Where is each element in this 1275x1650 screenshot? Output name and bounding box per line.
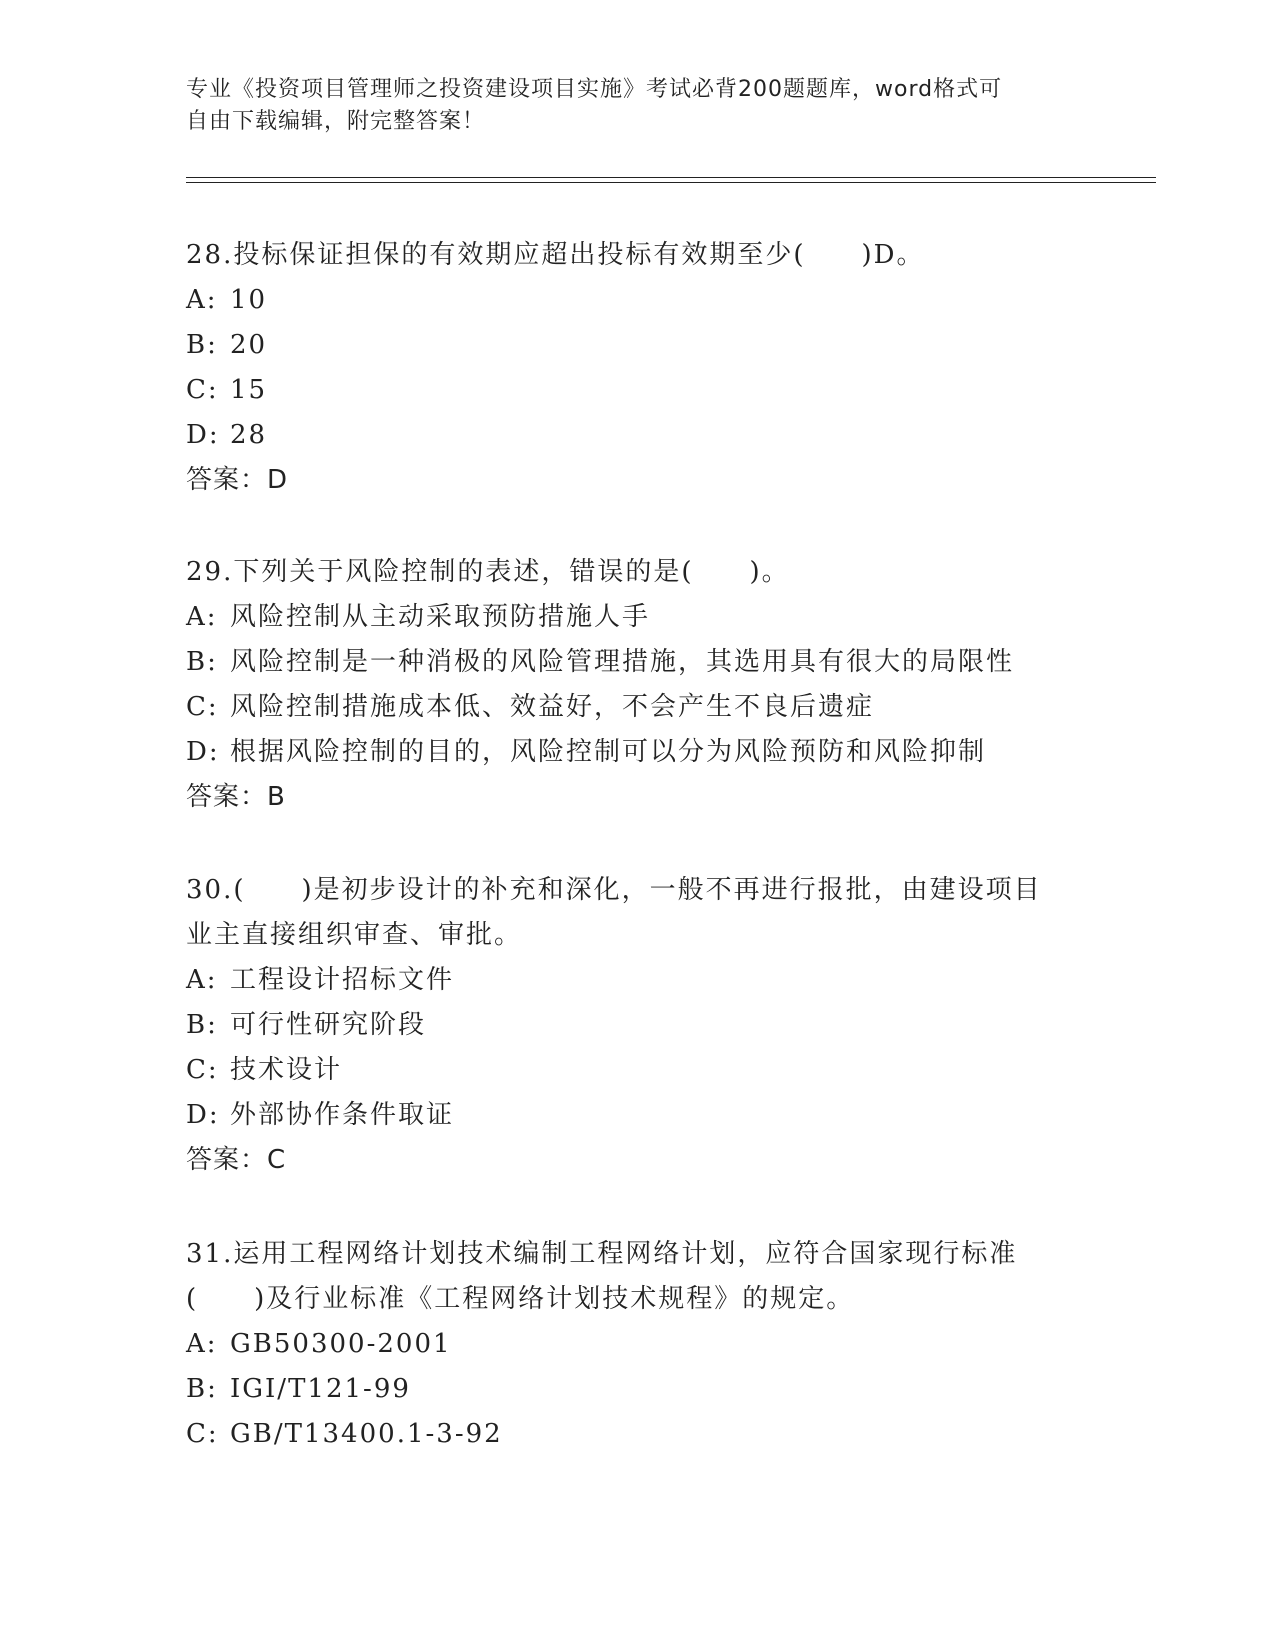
header-title-line-1: 专业《投资项目管理师之投资建设项目实施》考试必背200题题库，word格式可 xyxy=(186,77,1003,102)
option-text: 技术设计 xyxy=(230,1055,343,1085)
option-letter: A: xyxy=(186,285,218,315)
option-c xyxy=(186,368,1066,413)
question-stem: 31.运用工程网络计划技术编制工程网络计划，应符合国家现行标准( )及行业标准《工程网络计划技术规程》的规定。 xyxy=(186,1239,1018,1314)
option-text: 根据风险控制的目的，风险控制可以分为风险预防和风险抑制 xyxy=(230,737,987,767)
header-divider-bottom xyxy=(186,182,1156,183)
question-31 xyxy=(186,1232,1066,1457)
option-b xyxy=(186,1367,1066,1412)
option-letter: C: xyxy=(186,1055,219,1085)
option-d xyxy=(186,413,1066,458)
option-letter: C: xyxy=(186,692,219,722)
option-letter: C: xyxy=(186,1419,219,1449)
option-a xyxy=(186,278,1066,323)
option-letter: D: xyxy=(186,1100,220,1130)
option-text: GB50300-2001 xyxy=(230,1329,452,1359)
option-letter: B: xyxy=(186,647,218,677)
question-29 xyxy=(186,550,1066,820)
document-header xyxy=(186,74,1066,138)
question-30 xyxy=(186,868,1066,1183)
option-text: 外部协作条件取证 xyxy=(230,1100,455,1130)
question-28 xyxy=(186,233,1066,503)
option-text: 20 xyxy=(230,330,268,360)
option-b xyxy=(186,1003,1066,1048)
option-letter: B: xyxy=(186,330,218,360)
option-text: 工程设计招标文件 xyxy=(230,965,455,995)
option-letter: B: xyxy=(186,1010,218,1040)
option-text: 风险控制措施成本低、效益好，不会产生不良后遗症 xyxy=(230,692,875,722)
option-letter: D: xyxy=(186,420,220,450)
option-text: 15 xyxy=(230,375,268,405)
option-c xyxy=(186,1412,1066,1457)
option-b xyxy=(186,640,1066,685)
option-letter: A: xyxy=(186,602,218,632)
option-c xyxy=(186,685,1066,730)
option-a xyxy=(186,958,1066,1003)
question-stem: 29.下列关于风险控制的表述，错误的是( )。 xyxy=(186,557,790,587)
question-stem: 28.投标保证担保的有效期应超出投标有效期至少( )D。 xyxy=(186,240,925,270)
answer-line: 答案：C xyxy=(186,1145,287,1175)
option-text: 28 xyxy=(230,420,268,450)
option-d xyxy=(186,730,1066,775)
option-letter: C: xyxy=(186,375,219,405)
question-stem: 30.( )是初步设计的补充和深化，一般不再进行报批，由建设项目业主直接组织审查、审批。 xyxy=(186,875,1042,950)
option-letter: A: xyxy=(186,965,218,995)
option-letter: A: xyxy=(186,1329,218,1359)
option-text: GB/T13400.1-3-92 xyxy=(230,1419,503,1449)
option-text: IGI/T121-99 xyxy=(230,1374,411,1404)
option-text: 10 xyxy=(230,285,268,315)
header-title-line-2: 自由下载编辑，附完整答案！ xyxy=(186,109,486,134)
option-b xyxy=(186,323,1066,368)
option-a xyxy=(186,1322,1066,1367)
option-text: 可行性研究阶段 xyxy=(230,1010,427,1040)
option-a xyxy=(186,595,1066,640)
option-c xyxy=(186,1048,1066,1093)
option-letter: B: xyxy=(186,1374,218,1404)
header-divider-top xyxy=(186,177,1156,178)
option-text: 风险控制是一种消极的风险管理措施，其选用具有很大的局限性 xyxy=(230,647,1015,677)
answer-line: 答案：D xyxy=(186,465,289,495)
option-d xyxy=(186,1093,1066,1138)
option-letter: D: xyxy=(186,737,220,767)
option-text: 风险控制从主动采取预防措施人手 xyxy=(230,602,651,632)
answer-line: 答案：B xyxy=(186,782,286,812)
